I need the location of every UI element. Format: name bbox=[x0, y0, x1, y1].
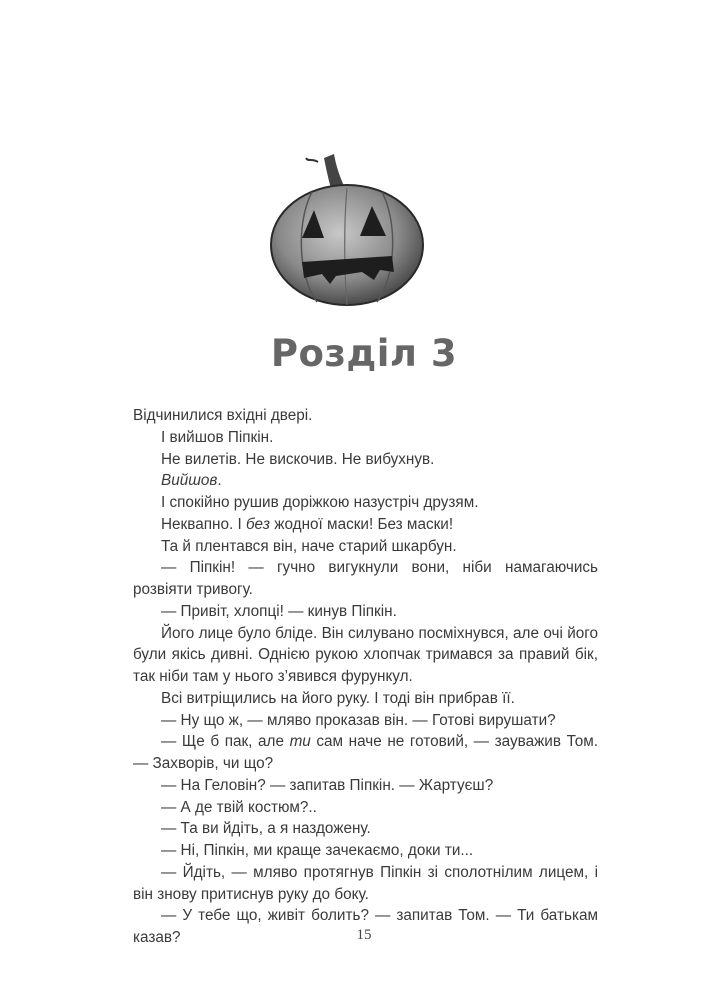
text-segment: Неквапно. І bbox=[161, 515, 246, 533]
paragraph bbox=[133, 797, 598, 819]
text-segment: — Ну що ж, — мляво проказав він. — Готові вирушати? bbox=[161, 711, 556, 729]
text-segment: Та й плентався він, наче старий шкарбун. bbox=[161, 537, 457, 555]
text-segment: — Ні, Піпкін, ми краще зачекаємо, доки ти... bbox=[161, 842, 474, 859]
text-segment: — А де твій костюм?.. bbox=[161, 798, 317, 816]
chapter-title: Розділ 3 bbox=[270, 332, 458, 375]
italic-text: Вийшов bbox=[161, 472, 218, 490]
text-segment: сам наче не готовий, — зауважив Том. — Захворів, чи що? bbox=[133, 733, 598, 772]
paragraph bbox=[133, 405, 598, 427]
text-segment: — На Геловін? — запитав Піпкін. — Жартуєш? bbox=[161, 776, 494, 794]
text-segment: Відчинилися вхідні двері. bbox=[133, 407, 313, 424]
italic-text: без bbox=[245, 515, 271, 533]
text-segment: — Ще б пак, але bbox=[161, 733, 290, 751]
paragraph bbox=[133, 449, 598, 471]
text-segment: — Йдіть, — мляво протягнув Піпкін зі сполотнілим лицем, і він знову притиснув руку до боку. bbox=[133, 863, 598, 903]
page-number: 15 bbox=[356, 927, 372, 943]
text-segment: — Піпкін! — гучно вигукнули вони, ніби намагаючись розвіяти тривогу. bbox=[133, 559, 598, 598]
text-segment: Не вилетів. Не вискочив. Не вибухнув. bbox=[161, 450, 435, 468]
text-segment: І спокійно рушив доріжкою назустріч друзям. bbox=[161, 494, 479, 511]
text-segment: . bbox=[217, 472, 222, 490]
paragraph bbox=[133, 818, 598, 840]
paragraph bbox=[133, 557, 598, 601]
paragraph bbox=[133, 688, 598, 710]
italic-text: ти bbox=[289, 733, 311, 751]
text-segment: І вийшов Піпкін. bbox=[161, 428, 274, 446]
text-segment: Його лице було бліде. Він силувано посміхнувся, але очі його були якісь дивні. Однією рукою хлопчак тримався за правий бік, так ніби там у нього з’явився фурункул. bbox=[133, 624, 598, 685]
paragraph bbox=[133, 862, 598, 906]
paragraph bbox=[133, 514, 598, 536]
paragraph bbox=[133, 775, 598, 797]
text-segment: Всі витріщились на його руку. І тоді він прибрав її. bbox=[161, 689, 515, 707]
paragraph bbox=[133, 710, 598, 732]
paragraph bbox=[133, 601, 598, 623]
paragraph bbox=[133, 536, 598, 558]
chapter-body-text bbox=[133, 405, 598, 949]
text-segment: — Привіт, хлопці! — кинув Піпкін. bbox=[161, 602, 397, 620]
paragraph bbox=[133, 427, 598, 449]
text-segment: жодної маски! Без маски! bbox=[270, 515, 454, 533]
pumpkin-illustration bbox=[262, 140, 432, 310]
paragraph bbox=[133, 492, 598, 514]
paragraph bbox=[133, 731, 598, 775]
text-segment: — Та ви йдіть, а я наздожену. bbox=[161, 820, 371, 838]
paragraph bbox=[133, 470, 598, 492]
text-segment: — У тебе що, живіт болить? — запитав Том. — Ти батькам казав? bbox=[133, 907, 598, 946]
paragraph bbox=[133, 840, 598, 862]
paragraph bbox=[133, 623, 598, 688]
